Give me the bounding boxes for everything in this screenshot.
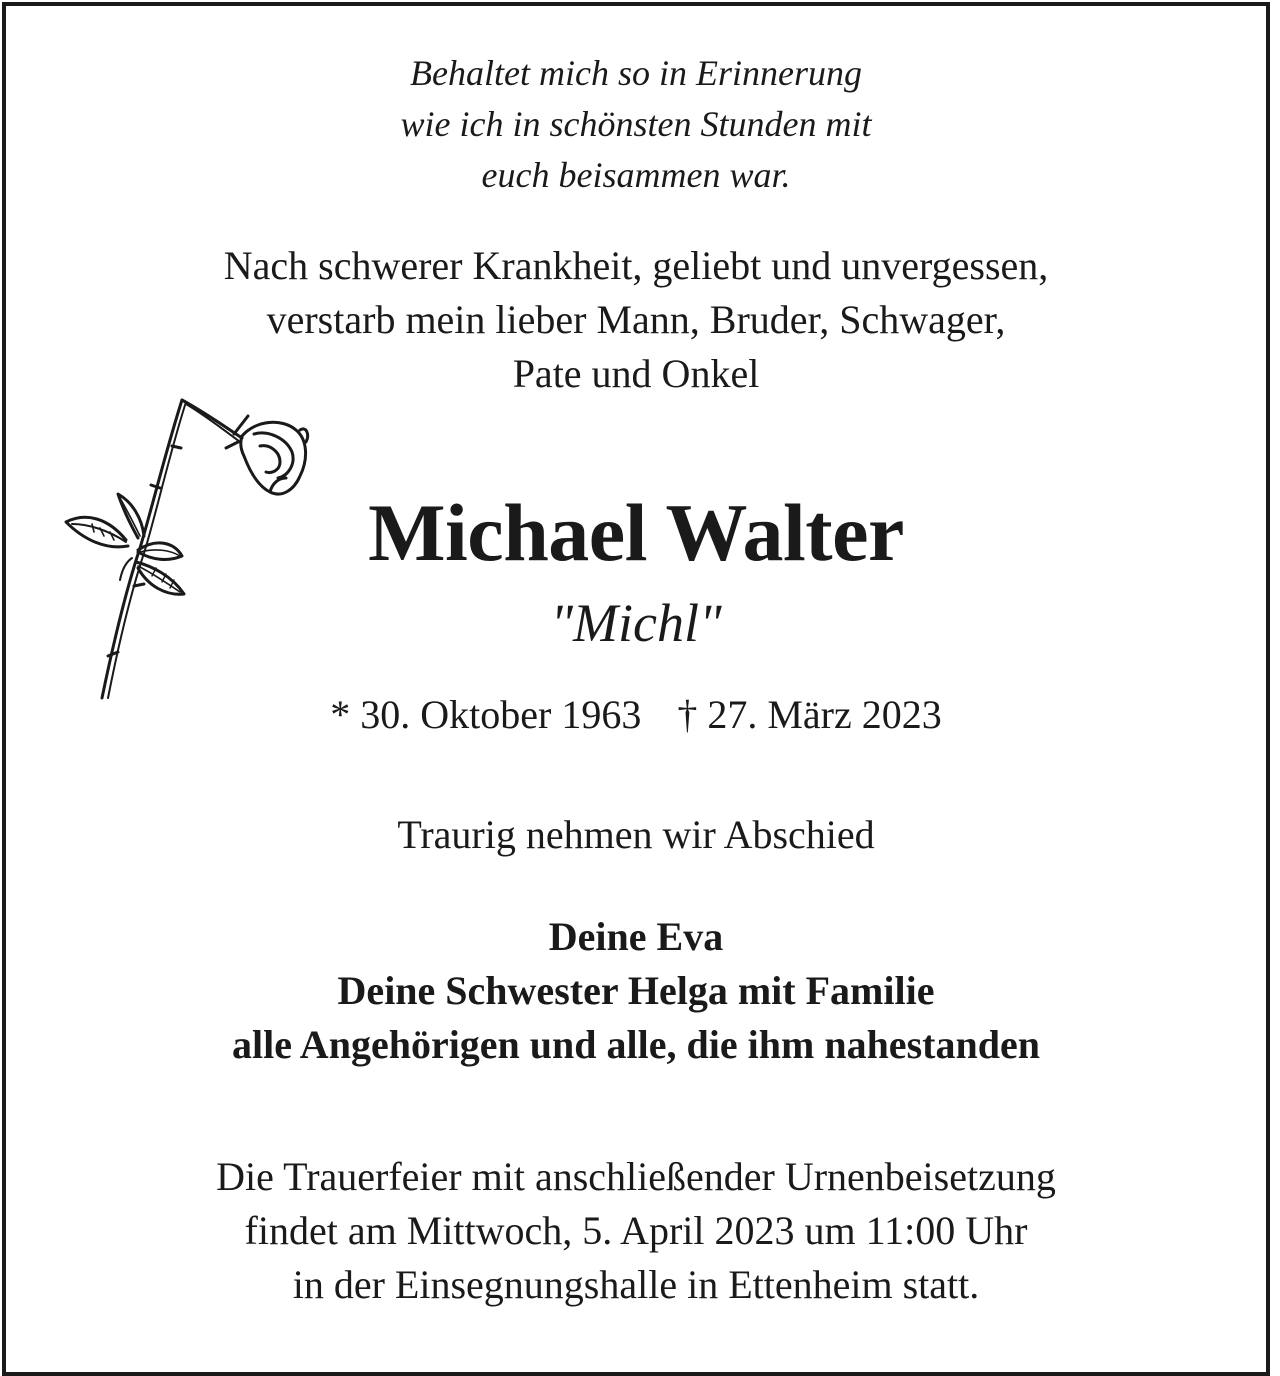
announcement-line: Nach schwerer Krankheit, geliebt und unvergessen, — [223, 243, 1049, 288]
mourner-line: alle Angehörigen und alle, die ihm nahestanden — [232, 1022, 1040, 1067]
mourners-list — [6, 910, 1266, 1072]
announcement-line: Pate und Onkel — [512, 351, 760, 396]
quote-line: euch beisammen war. — [481, 155, 791, 195]
death-announcement — [6, 239, 1266, 401]
deceased-name: Michael Walter — [368, 487, 904, 578]
quote-line: wie ich in schönsten Stunden mit — [400, 104, 872, 144]
birth-date: * 30. Oktober 1963 — [330, 692, 642, 737]
quote-line: Behaltet mich so in Erinnerung — [410, 53, 862, 93]
deceased-nickname: "Michl" — [550, 593, 722, 653]
funeral-line: Die Trauerfeier mit anschließender Urnenbeisetzung — [216, 1154, 1056, 1199]
life-dates — [6, 690, 1266, 740]
farewell-text: Traurig nehmen wir Abschied — [397, 812, 875, 857]
obituary-frame — [2, 2, 1270, 1376]
funeral-line: in der Einsegnungshalle in Ettenheim statt. — [292, 1262, 980, 1307]
mourner-line: Deine Eva — [548, 914, 724, 959]
mourner-line: Deine Schwester Helga mit Familie — [337, 968, 935, 1013]
death-date: † 27. März 2023 — [677, 692, 942, 737]
funeral-line: findet am Mittwoch, 5. April 2023 um 11:00 Uhr — [244, 1208, 1028, 1253]
funeral-details — [6, 1150, 1266, 1312]
memorial-quote — [6, 48, 1266, 201]
announcement-line: verstarb mein lieber Mann, Bruder, Schwager, — [266, 297, 1006, 342]
